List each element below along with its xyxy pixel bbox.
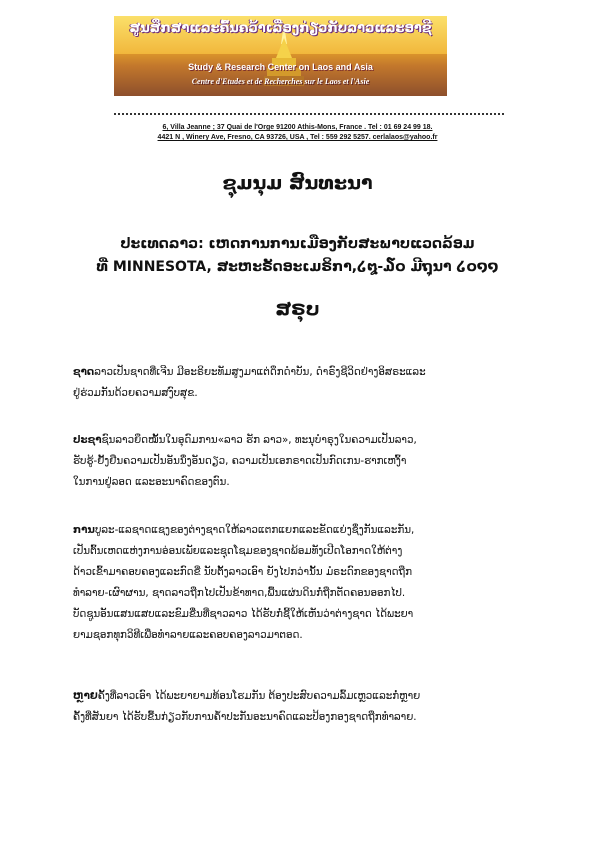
paragraph-text: ລາວເປັນຊາດທີ່ເຈີນ ມີອະຣິຍະທັມສູງມາແຕ່ດຶກດຳບັນ, ດຳຣົງຊີວິດຢ່າງອິສຣະແລະ xyxy=(94,366,426,378)
page-title: ຊຸມນຸມ ສົນທະນາ xyxy=(222,172,373,194)
banner-french-title: Centre d'Etudes et de Recherches sur le Laos et l'Asie xyxy=(191,77,370,86)
paragraph-nation xyxy=(73,362,533,404)
subtitle-location-date: ທີ່ MINNESOTA, ສະຫະຣັດອະເມຣິກາ,໒໘-໓໐ ມີຖຸນາ ໒໐໑໑ xyxy=(96,259,499,275)
paragraph-text: ຄັ້ງທີ່ລາວເອົາ ໄດ້ພະຍາຍາມທ້ອນໂຮມກັນ ຕ້ອງປະສົບຄວາມລົ້ມເຫຼວແລະກໍ່ຫຼາຍ xyxy=(97,690,421,702)
paragraph-line: ຢູ່ຮ່ວມກັນດ້ວຍຄວາມສງົບສຸຂ. xyxy=(73,387,198,399)
paragraph-lead-word: ຊາດ xyxy=(73,366,95,378)
paragraph-line: ດ້າວເຂົ້າມາຄອບຄອງແລະກົດຂີ່ ນັບຕັ້ງລາວເອົາ ຍັງໄປກວ່ານັ້ນ ມໍຣະດົກຂອງຊາດຖືກ xyxy=(73,566,413,578)
paragraph-lead-word: ປະຊາ xyxy=(73,434,102,446)
paragraph-lead-word: ຫຼາຍ xyxy=(73,690,98,702)
paragraph-line: ບັດຊູນອັນແສນແສບແລະຂົມຂື່ນທີ່ຊາວລາວ ໄດ້ຮັບກໍ່ຊີ້ໃຫ້ເຫັນວ່າຕ່າງຊາດ ໄດ້ພະຍາ xyxy=(73,608,414,620)
paragraph-many-times xyxy=(73,686,533,728)
paragraph-line xyxy=(73,430,533,451)
header-banner xyxy=(114,16,447,96)
paragraph-line xyxy=(73,362,533,383)
paragraph-lead-word: ການ xyxy=(73,524,95,536)
paragraph-line xyxy=(73,686,533,707)
address-line-france: 6, Villa Jeanne ; 37 Quai de l'Orge 91200 Athis-Mons, France . Tel : 01 69 24 99 18. xyxy=(162,124,433,131)
paragraph-line: ເປັນຕົ້ນເຫດແຫ່ງການອ່ອນເພັຍແລະຊຸດໂຊມຂອງຊາດພ້ອມທັງເປີດໂອກາດໃຫ້ຕ່າງ xyxy=(73,545,403,557)
banner-english-title: Study & Research Center on Laos and Asia xyxy=(188,62,373,72)
banner-lao-title: ສູນສຶກສາແລະຄົ້ນຄວ້າເລື່ອງກ່ຽວກັບລາວແລະອາຊີ xyxy=(129,21,432,36)
paragraph-text: ບູລະ-ແລຊາດແຊງຂອງຕ່າງຊາດໃຫ້ລາວແຕກແຍກແລະຂັດແຍ່ງຊຶ່ງກັນແລະກັນ, xyxy=(94,524,415,536)
paragraph-people xyxy=(73,430,533,493)
paragraph-line: ທໍາລາຍ-ເຜົາຜານ, ຊາດລາວຖືກໄປເປັນຂ້າທາດ,ພື້ນແຜ່ນດິນກໍ່ຖືກຕັດຄອນອອກໄປ. xyxy=(73,587,406,599)
paragraph-line: ຍາມຊອກທຸກວິທີເພື່ອທໍາລາຍແລະຄອບຄອງລາວມາຕອດ. xyxy=(73,629,303,641)
subtitle-topic: ປະເທດລາວ: ເຫດການການເມືອງກັບສະພາບແວດລ້ອມ xyxy=(120,236,475,252)
address-line-usa: 4421 N , Winery Ave, Fresno, CA 93726, USA , Tel : 559 292 5257. cerlalaos@yahoo.fr xyxy=(157,134,438,141)
paragraph-line: ຮັບຮູ້-ຢັ້ງຢືນຄວາມເປັນອັນນຶ່ງອັນດຽວ, ຄວາມເປັນເອກຣາດເປັນກົດເກນ-ຮາກເຫງົ້າ xyxy=(73,455,407,467)
paragraph-division xyxy=(73,520,533,646)
paragraph-line xyxy=(73,520,533,541)
dotted-divider xyxy=(114,113,504,118)
paragraph-line: ໃນການຢູ່ລອດ ແລະອະນາຄົດຂອງຕົນ. xyxy=(73,476,230,488)
summary-heading: ສຣຸບ xyxy=(275,298,320,320)
paragraph-text: ຊົນລາວຍຶດໝັ້ນໃນອຸດົມການ«ລາວ ຮັກ ລາວ», ທະນຸບໍາຣຸງໃນຄວາມເປັນລາວ, xyxy=(101,434,417,446)
paragraph-line: ຄັ້ງທີ່ສັນຍາ ໄດ້ຮັບຂື້ນກ່ຽວກັບການຄໍ້າປະກັນອະນາຄົດແລະປ້ອງກອງຊາດຖືກທໍາລາຍ. xyxy=(73,711,417,723)
